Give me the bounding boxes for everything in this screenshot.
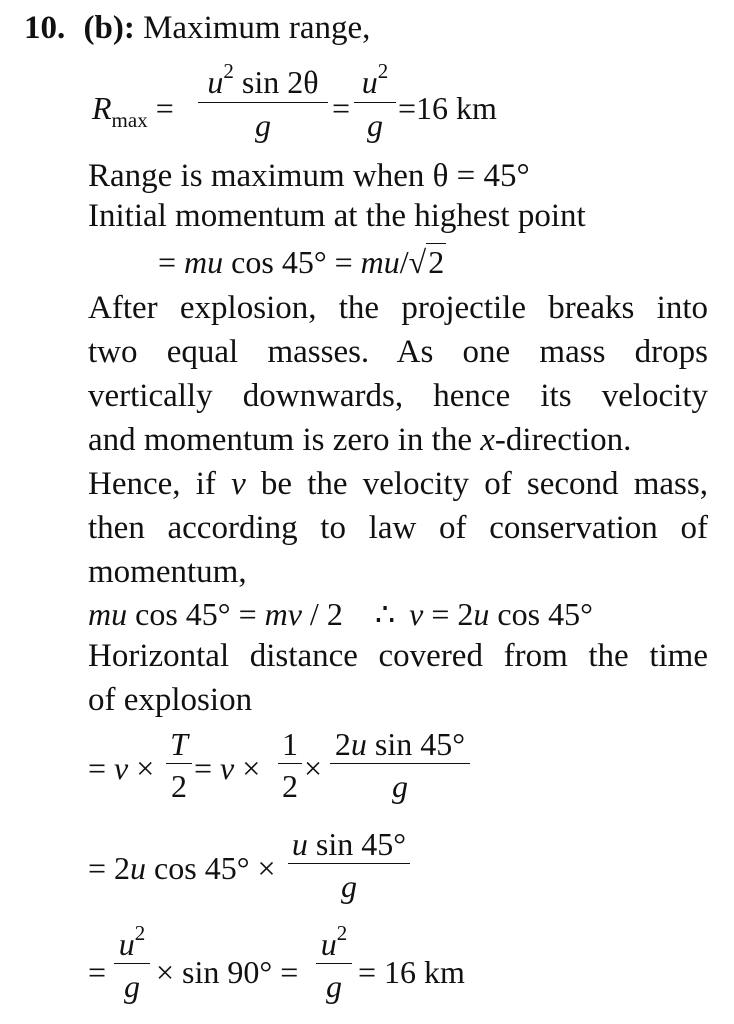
text-line-equal-masses: two equal masses. As one mass drops [88, 334, 708, 370]
text-line-range-max: Range is maximum when θ = 45° [88, 158, 530, 194]
rmax-symbol: R [92, 90, 112, 126]
rmax-subscript: max [111, 108, 148, 132]
therefore-symbol: ∴ [374, 596, 396, 632]
equation-momentum: = mu cos 45° = mu/√2 [158, 244, 445, 280]
rmax-fraction-2: $u^2$ g [354, 66, 396, 141]
text-line-momentum: momentum, [88, 554, 247, 590]
text-line-initial-momentum: Initial momentum at the highest point [88, 198, 586, 234]
rmax-equals: = [155, 90, 174, 126]
problem-number: 10. [24, 10, 66, 46]
rmax-fraction-1: $u^2$ sin 2θ g [198, 66, 328, 141]
sqrt-symbol: √2 [408, 244, 445, 280]
text-line-of-explosion: of explosion [88, 682, 253, 718]
rmax-result: =16 km [398, 90, 497, 126]
heading-title: Maximum range, [143, 10, 371, 46]
heading-colon: : [123, 10, 135, 46]
text-line-momentum-zero: and momentum is zero in the x-direction. [88, 422, 632, 458]
equation-conservation: mu cos 45° = mv / 2 ∴ v = 2u cos 45° [88, 596, 593, 632]
problem-heading [24, 12, 370, 45]
text-line-horizontal-distance: Horizontal distance covered from the time [88, 638, 708, 674]
text-line-conservation: then according to law of conservation of [88, 510, 708, 546]
rmax-equals-2: = [332, 90, 351, 126]
text-line-hence-velocity: Hence, if v be the velocity of second mass, [88, 466, 708, 502]
text-line-vertically: vertically downwards, hence its velocity [88, 378, 708, 414]
answer-option: (b) [83, 10, 124, 46]
text-line-after-explosion: After explosion, the projectile breaks into [88, 290, 708, 326]
